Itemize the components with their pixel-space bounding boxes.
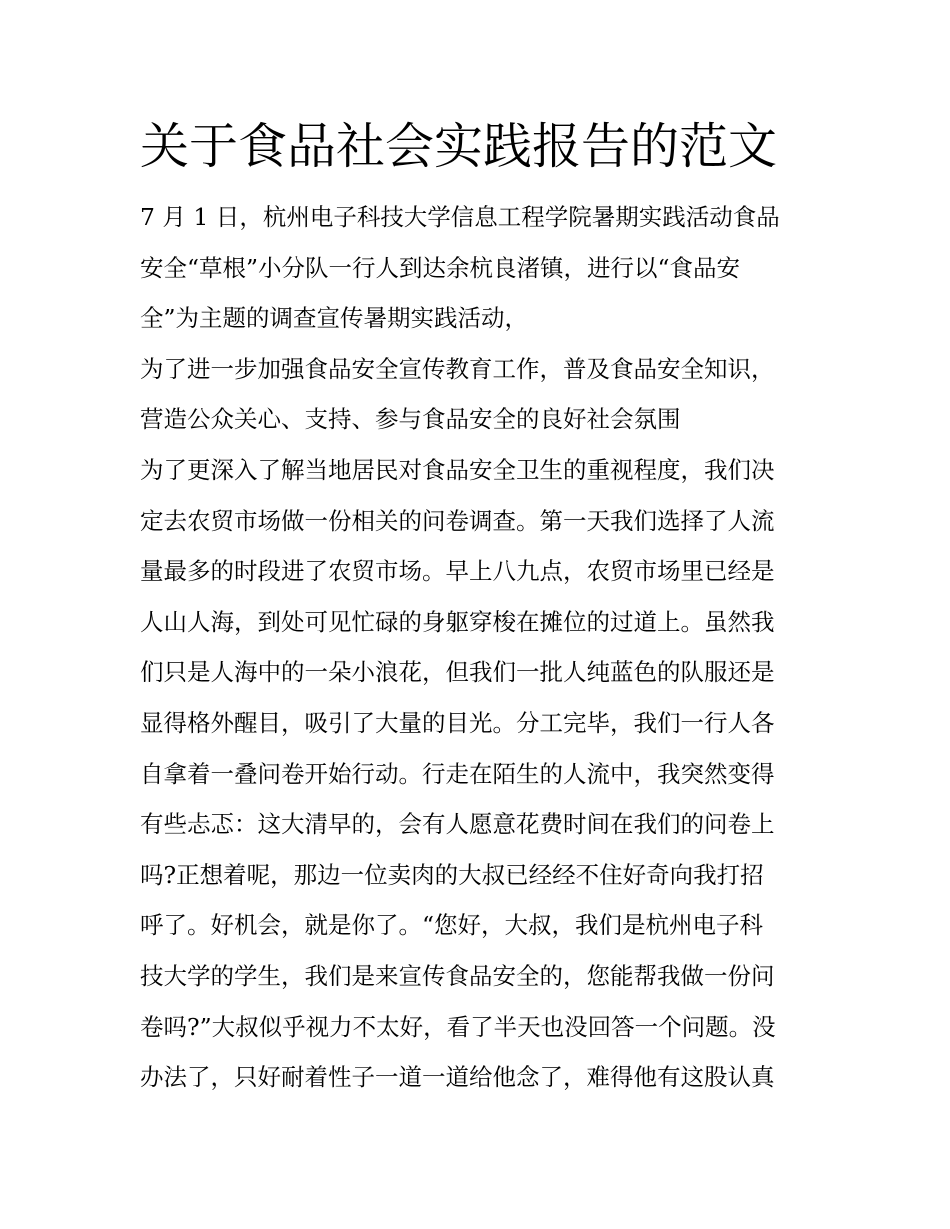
text-line: 呼了。好机会，就是你了。“您好，大叔，我们是杭州电子科: [140, 911, 764, 940]
text-line: 为了更深入了解当地居民对食品安全卫生的重视程度，我们决: [140, 455, 775, 484]
text-line: 技大学的学生，我们是来宣传食品安全的，您能帮我做一份问: [140, 961, 775, 990]
text-line: 显得格外醒目，吸引了大量的目光。分工完毕，我们一行人各: [140, 708, 775, 737]
text-line: 吗?正想着呢，那边一位卖肉的大叔已经经不住好奇向我打招: [140, 860, 764, 889]
text-line: 卷吗?”大叔似乎视力不太好，看了半天也没回答一个问题。没: [140, 1012, 776, 1041]
text-line: 为了进一步加强食品安全宣传教育工作，普及食品安全知识，: [140, 354, 775, 383]
document-title: 关于食品社会实践报告的范文: [140, 118, 778, 175]
text-line: 们只是人海中的一朵小浪花，但我们一批人纯蓝色的队服还是: [140, 658, 775, 687]
text-line: 量最多的时段进了农贸市场。早上八九点，农贸市场里已经是: [140, 557, 775, 586]
text-line: 全”为主题的调查宣传暑期实践活动，: [140, 304, 529, 333]
text-line: 定去农贸市场做一份相关的问卷调查。第一天我们选择了人流: [140, 506, 775, 535]
text-line: 安全“草根”小分队一行人到达余杭良渚镇，进行以“食品安: [140, 253, 741, 282]
text-line: 有些忐忑：这大清早的，会有人愿意花费时间在我们的问卷上: [140, 810, 775, 839]
document-body: [140, 192, 820, 1103]
text-line: 人山人海，到处可见忙碌的身躯穿梭在摊位的过道上。虽然我: [140, 607, 775, 636]
text-line: 7 月 1 日，杭州电子科技大学信息工程学院暑期实践活动食品: [140, 203, 780, 231]
text-line: 自拿着一叠问卷开始行动。行走在陌生的人流中，我突然变得: [140, 759, 775, 788]
text-line: 营造公众关心、支持、参与食品安全的良好社会氛围: [140, 405, 681, 434]
text-line: 办法了，只好耐着性子一道一道给他念了，难得他有这股认真: [140, 1063, 775, 1092]
